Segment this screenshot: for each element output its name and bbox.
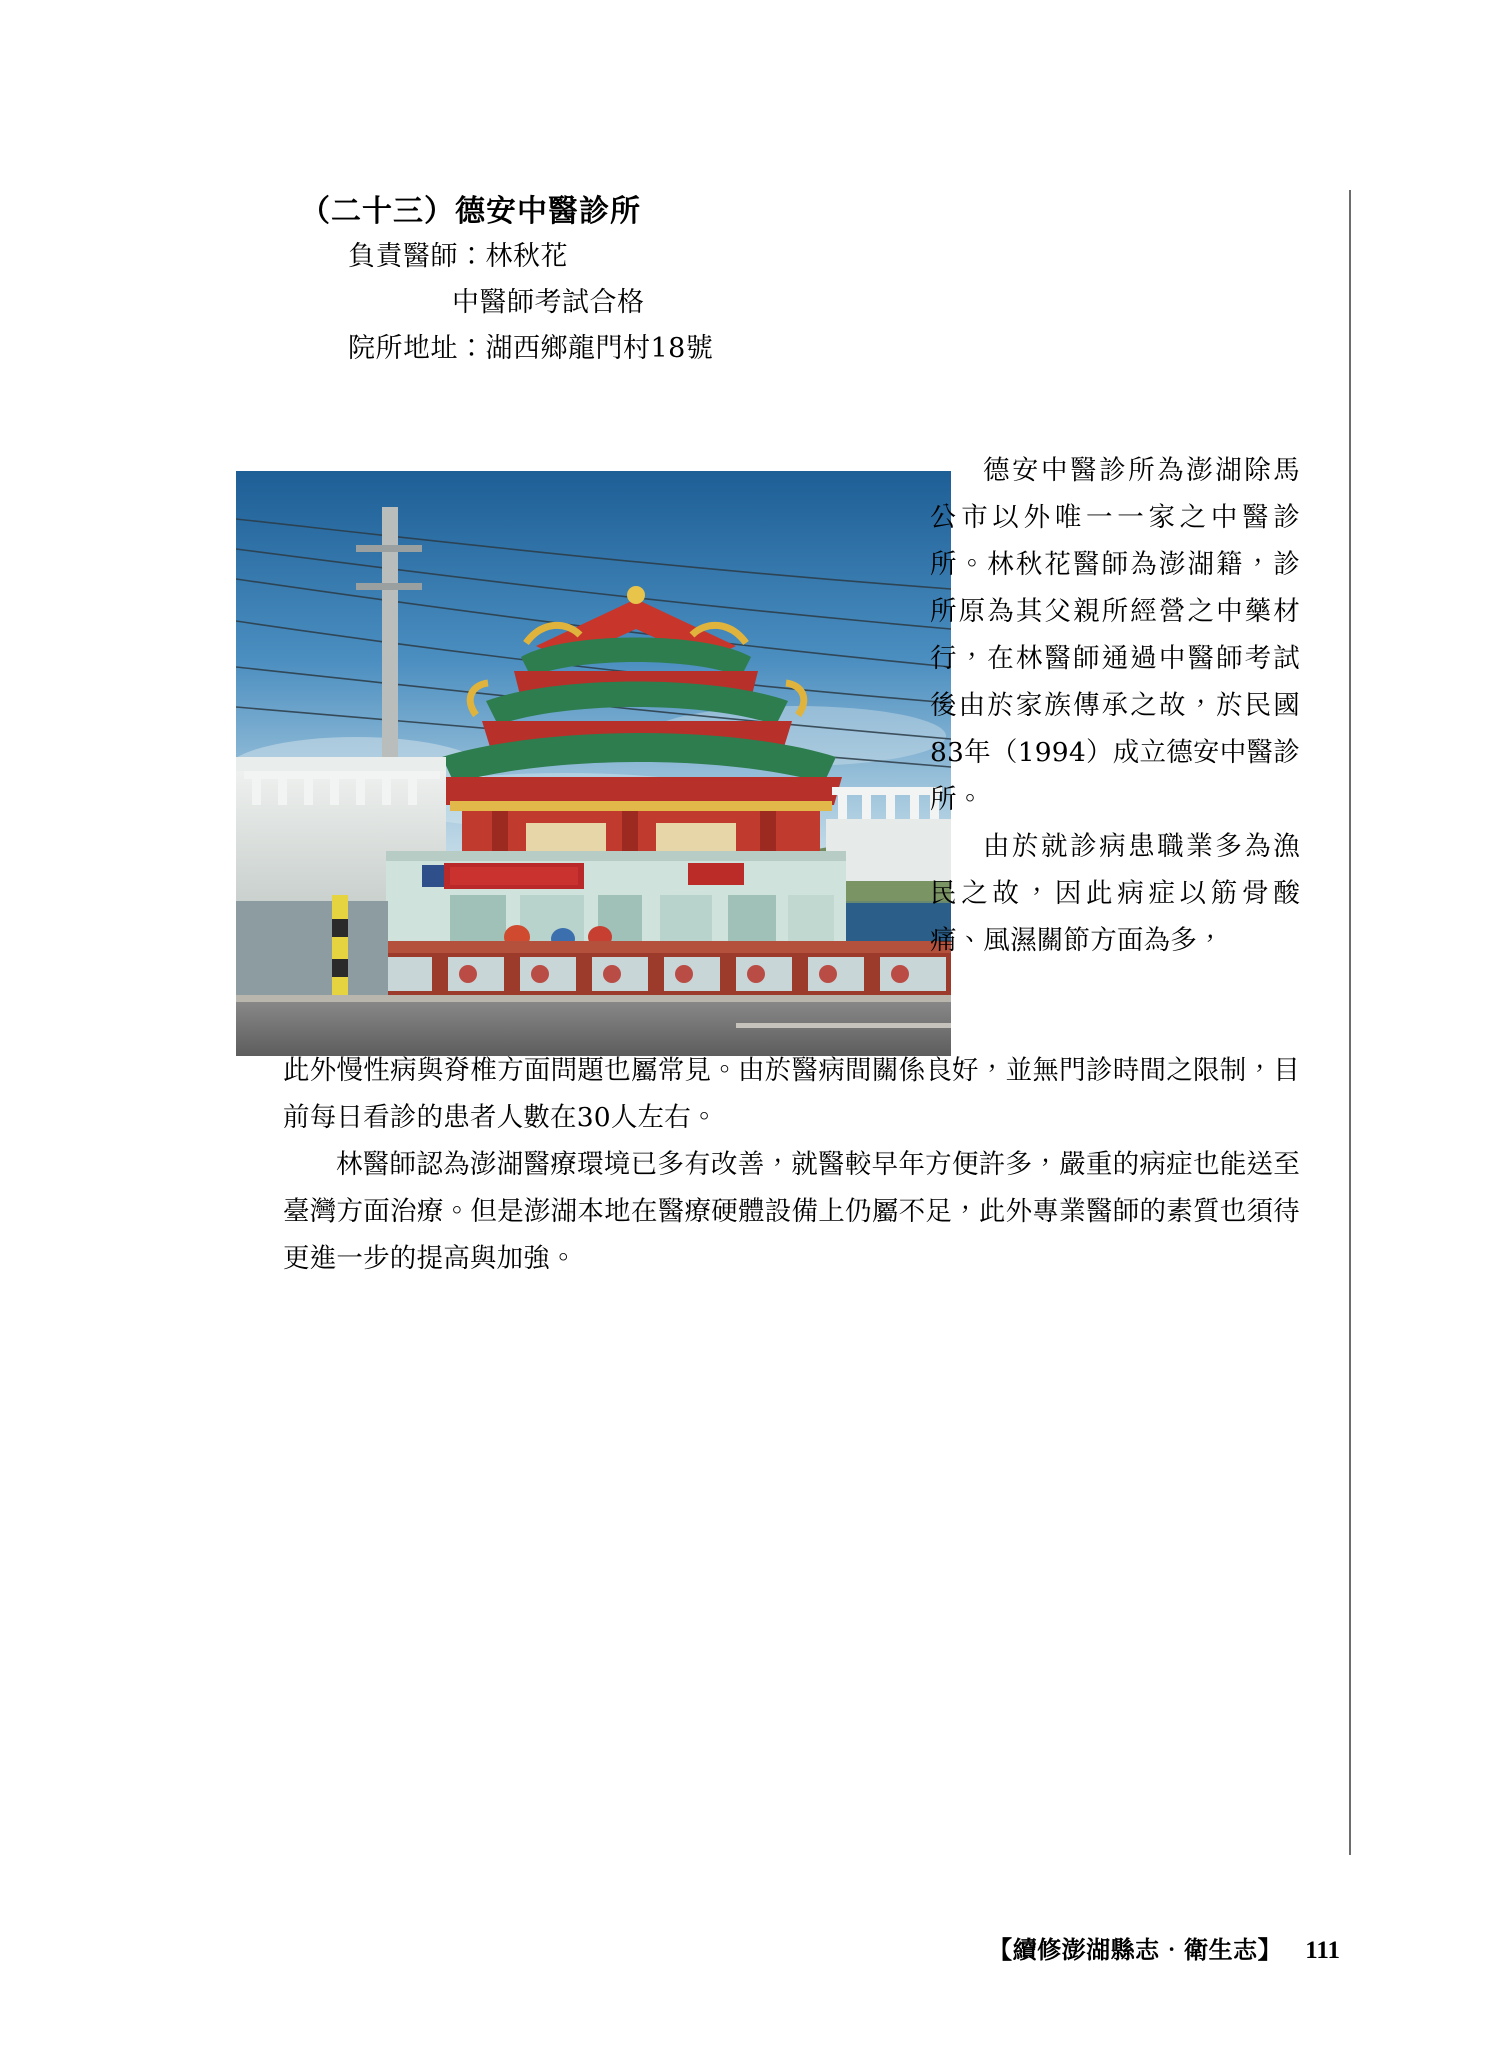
clinic-photo [236,471,951,1056]
field-address: 院所地址：湖西鄉龍門村18號 [348,333,714,364]
margin-rule [1349,190,1351,1855]
paragraph-2: 由於就診病患職業多為漁民之故，因此病症以筋骨酸痛、風濕關節方面為多， [930,831,1300,956]
page-title: （二十三）德安中醫診所 [300,194,641,229]
paragraph-4: 林醫師認為澎湖醫療環境已多有改善，就醫較早年方便許多，嚴重的病症也能送至臺灣方面治療。但是澎湖本地在醫療硬體設備上仍屬不足，此外專業醫師的素質也須待更進一步的提高與加強。 [283,1149,1300,1274]
clinic-photo-image [236,471,951,1056]
body-full-width [283,1047,1300,1282]
field-responsible-doctor: 負責醫師：林秋花 [348,241,568,272]
footer-page-number: 111 [1305,1937,1340,1964]
footer-book-title: 【續修澎湖縣志‧衛生志】 [988,1935,1283,1964]
heading-block [300,190,1200,372]
page-footer [0,1930,1340,1965]
paragraph-1: 德安中醫診所為澎湖除馬公市以外唯一一家之中醫診所。林秋花醫師為澎湖籍，診所原為其父親所經營之中藥材行，在林醫師通過中醫師考試後由於家族傳承之故，於民國83年（1994）成立德安中醫診所。 [930,455,1300,815]
paragraph-3: 此外慢性病與脊椎方面問題也屬常見。由於醫病間關係良好，並無門診時間之限制，目前每日看診的患者人數在30人左右。 [283,1055,1300,1133]
field-qualification: 中醫師考試合格 [452,287,645,318]
body-right-column [930,447,1300,964]
